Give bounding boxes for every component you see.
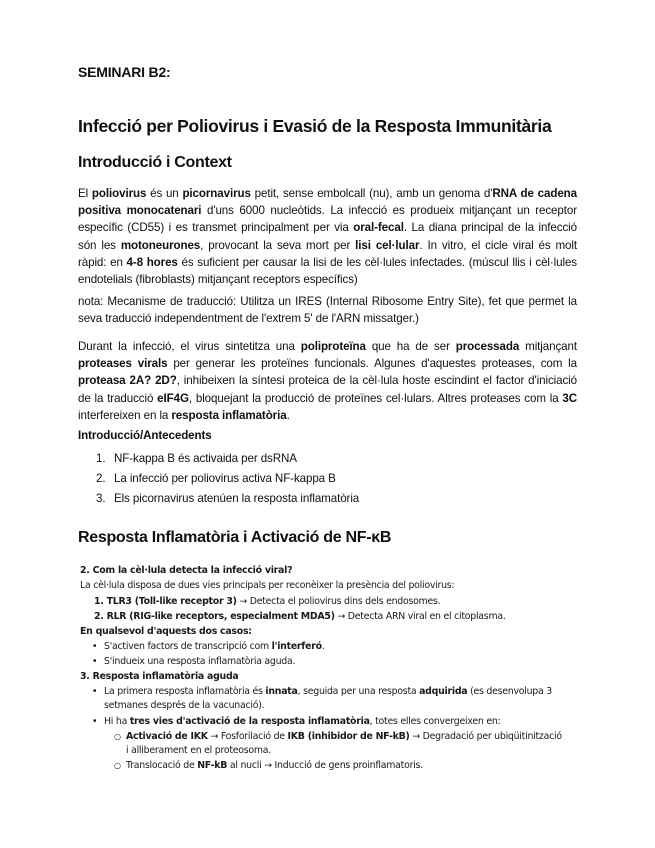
notes-line: 2. Com la cèl·lula detecta la infecció viral? <box>80 565 293 576</box>
notes-line: La cèl·lula disposa de dues vies principals per reconèixer la presència del poliovirus: <box>80 580 455 591</box>
notes-line: • S'indueix una resposta inflamatòria aguda. <box>92 656 296 667</box>
notes-line: 3. Resposta inflamatòria aguda <box>80 671 239 682</box>
intro-paragraph-1: El poliovirus és un picornavirus petit, sense embolcall (nu), amb un genoma d'RNA de cadena positiva monocatenari d'uns 6000 nucleòtids. La infecció es produeix mitjançant un receptor específic (CD55) i es transmet principalment per via oral-fecal. La diana principal de la infecció són les motoneurones, provocant la seva mort per lisi cel·lular. In vitro, el cicle viral és molt ràpid: en 4-8 hores és suficient per causar la lisi de les cèl·lules infectades. (múscul llis i cèl·lules endotelials (fibroblasts) mitjançant receptors específics) <box>78 187 577 287</box>
bullet-icon: • <box>92 716 98 727</box>
circle-bullet-icon: ○ <box>114 732 121 741</box>
notes-line: • Hi ha tres vies d'activació de la resposta inflamatòria, totes elles convergeixen en: <box>92 716 501 727</box>
notes-line: ○ Translocació de NF-kB al nucli → Inducció de gens proinflamatoris. <box>114 760 423 771</box>
notes-line: 1. TLR3 (Toll-like receptor 3) → Detecta el poliovirus dins dels endosomes. <box>94 596 441 607</box>
notes-line: ○ Activació de IKK → Fosforilació de IKB (inhibidor de NF-kB) → Degradació per ubiqüitinització <box>114 731 562 742</box>
list-item: 2. La infecció per poliovirus activa NF-kappa B <box>96 472 336 485</box>
notes-line: i alliberament en el proteosoma. <box>126 745 271 756</box>
embedded-notes-screenshot <box>78 565 583 771</box>
intro-paragraph-3: Durant la infecció, el virus sintetitza una poliproteïna que ha de ser processada mitjançant proteases virals per generar les proteïnes funcionals. Algunes d'aquestes proteases, com la proteasa 2A? 2D?, inhibeixen la síntesi proteica de la cèl·lula hoste escindint el factor d'iniciació de la traducció eIF4G, bloquejant la producció de proteïnes cel·lulars. Altres proteases com la 3C interfereixen en la resposta inflamatòria. <box>78 340 577 422</box>
bullet-icon: • <box>92 656 98 667</box>
notes-line: • La primera resposta inflamatòria és innata, seguida per una resposta adquirida (es desenvolupa 3 <box>92 686 552 697</box>
notes-line: setmanes després de la vacunació). <box>104 700 265 711</box>
bullet-icon: • <box>92 641 98 652</box>
circle-bullet-icon: ○ <box>114 761 121 770</box>
antecedents-list <box>96 449 359 509</box>
document-title: Infecció per Poliovirus i Evasió de la Resposta Immunitària <box>78 116 552 136</box>
bullet-icon: • <box>92 686 98 697</box>
notes-line: 2. RLR (RIG-like receptors, especialment MDA5) → Detecta ARN viral en el citoplasma. <box>94 611 506 622</box>
list-item: 1. NF-kappa B és activaida per dsRNA <box>96 452 297 465</box>
list-item: 3. Els picornavirus atenúen la resposta inflamatòria <box>96 492 360 505</box>
notes-line: En qualsevol d'aquests dos casos: <box>80 626 252 637</box>
seminar-label: SEMINARI B2: <box>78 64 171 80</box>
antecedents-heading: Introducció/Antecedents <box>78 429 212 442</box>
notes-line: • S'activen factors de transcripció com l'interferó. <box>92 641 325 652</box>
intro-heading: Introducció i Context <box>78 154 232 171</box>
resposta-heading: Resposta Inflamatòria i Activació de NF-κB <box>78 529 392 546</box>
intro-note-paragraph: nota: Mecanisme de traducció: Utilitza un IRES (Internal Ribosome Entry Site), fet que permet la seva traducció independentment de l'extrem 5' de l'ARN missatger.) <box>78 295 577 326</box>
